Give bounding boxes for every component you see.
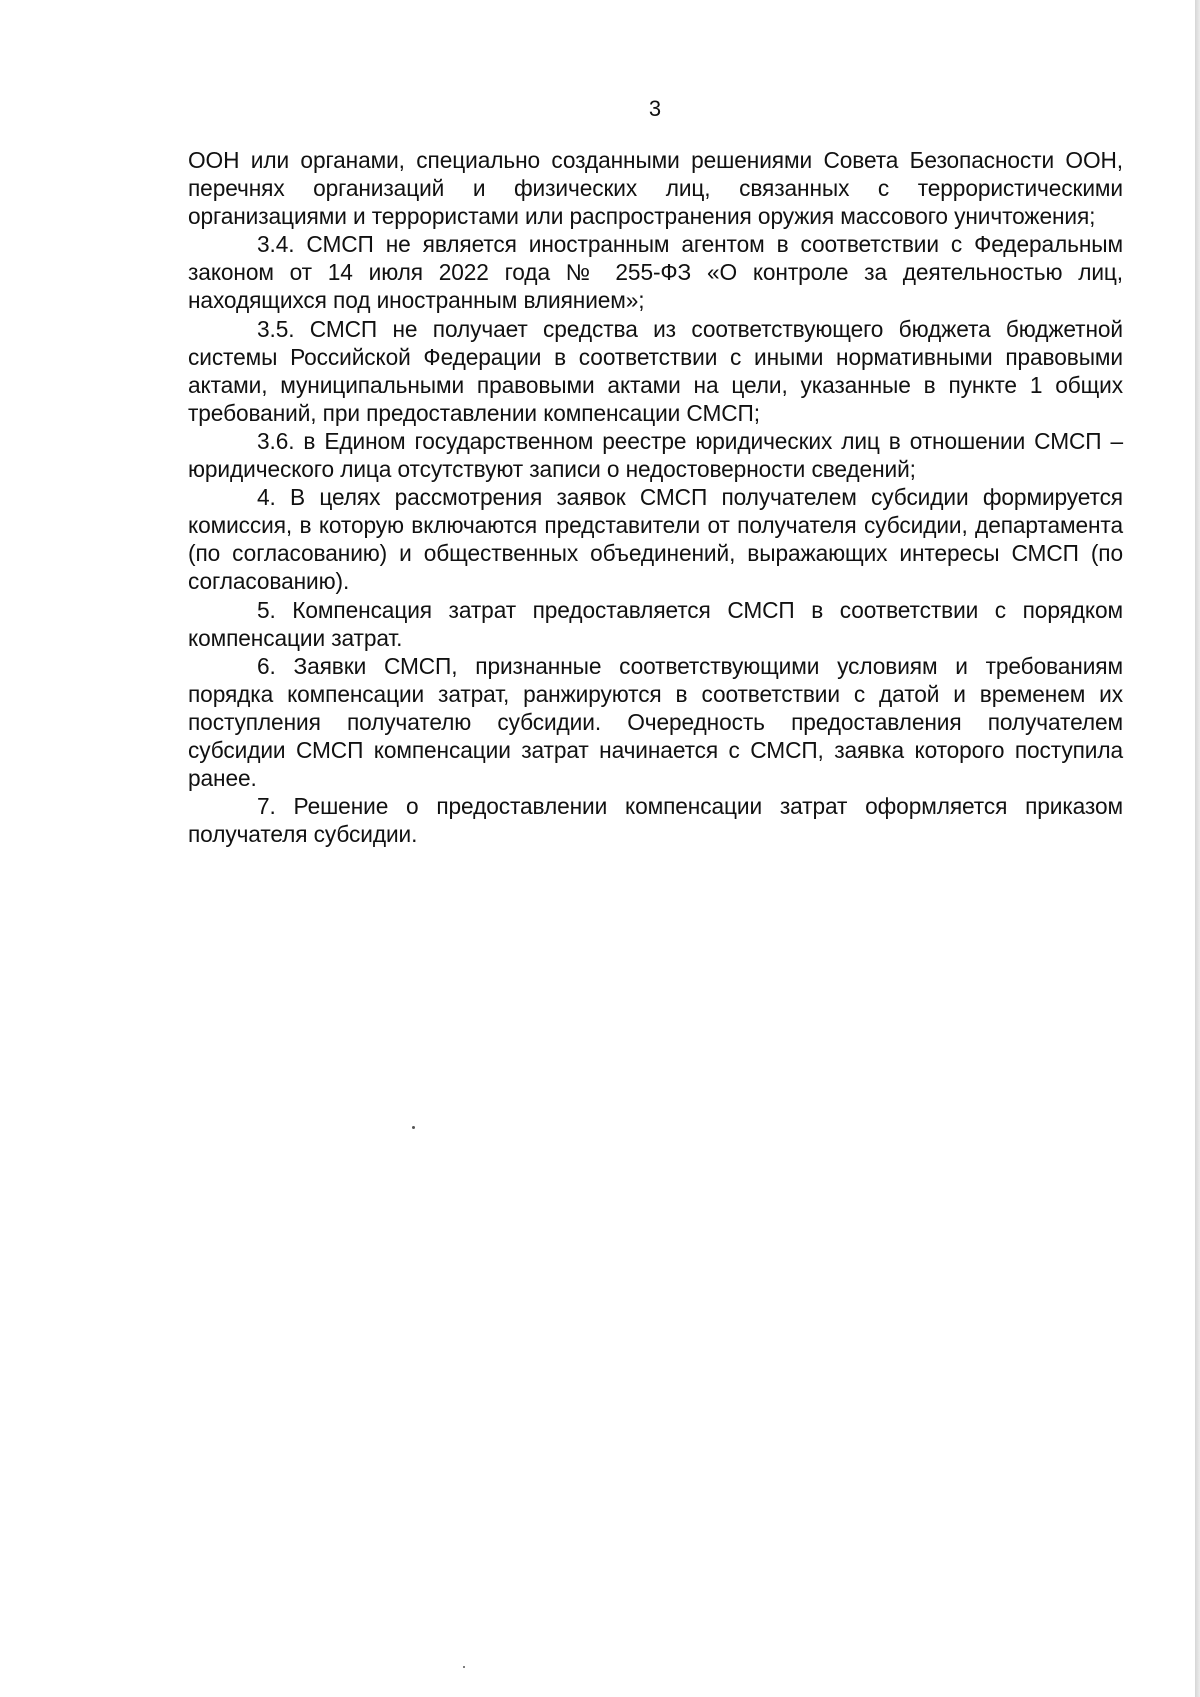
paragraph-3-6: 3.6. в Едином государственном реестре юридических лиц в отношении СМСП – юридического лица отсутствуют записи о недостоверности сведений; [188,427,1123,483]
paragraph-continuation: ООН или органами, специально созданными решениями Совета Безопасности ООН, перечнях организаций и физических лиц, связанных с террористическими организациями и террористами или распространения оружия массового уничтожения; [188,147,1123,230]
paragraph-5: 5. Компенсация затрат предоставляется СМСП в соответствии с порядком компенсации затрат. [188,596,1123,651]
paragraph-7: 7. Решение о предоставлении компенсации затрат оформляется приказом получателя субсидии. [188,793,1123,848]
paragraph-3-5: 3.5. СМСП не получает средства из соответствующего бюджета бюджетной системы Российской Федерации в соответствии с иными нормативными правовыми актами, муниципальными правовыми актами на цели, указанные в пункте 1 общих требований, при предоставлении компенсации СМСП; [188,315,1123,426]
paragraph-3-4: 3.4. СМСП не является иностранным агентом в соответствии с Федеральным законом от 14 июля 2022 года № 255-ФЗ «О контроле за деятельностью лиц, находящихся под иностранным влиянием»; [188,231,1123,314]
page-number: 3 [648,96,662,121]
paragraph-4: 4. В целях рассмотрения заявок СМСП получателем субсидии формируется комиссия, в которую включаются представители от получателя субсидии, департамента (по согласованию) и общественных объединений, выражающих интересы СМСП (по согласованию). [188,484,1123,595]
document-body [188,146,1123,848]
scan-page-edge [1195,0,1200,1697]
scan-speck [412,1126,415,1129]
scan-speck [463,1666,465,1668]
paragraph-6: 6. Заявки СМСП, признанные соответствующими условиям и требованиям порядка компенсации затрат, ранжируются в соответствии с датой и временем их поступления получателю субсидии. Очередность предоставления получателем субсидии СМСП компенсации затрат начинается с СМСП, заявка которого поступила ранее. [188,652,1123,792]
